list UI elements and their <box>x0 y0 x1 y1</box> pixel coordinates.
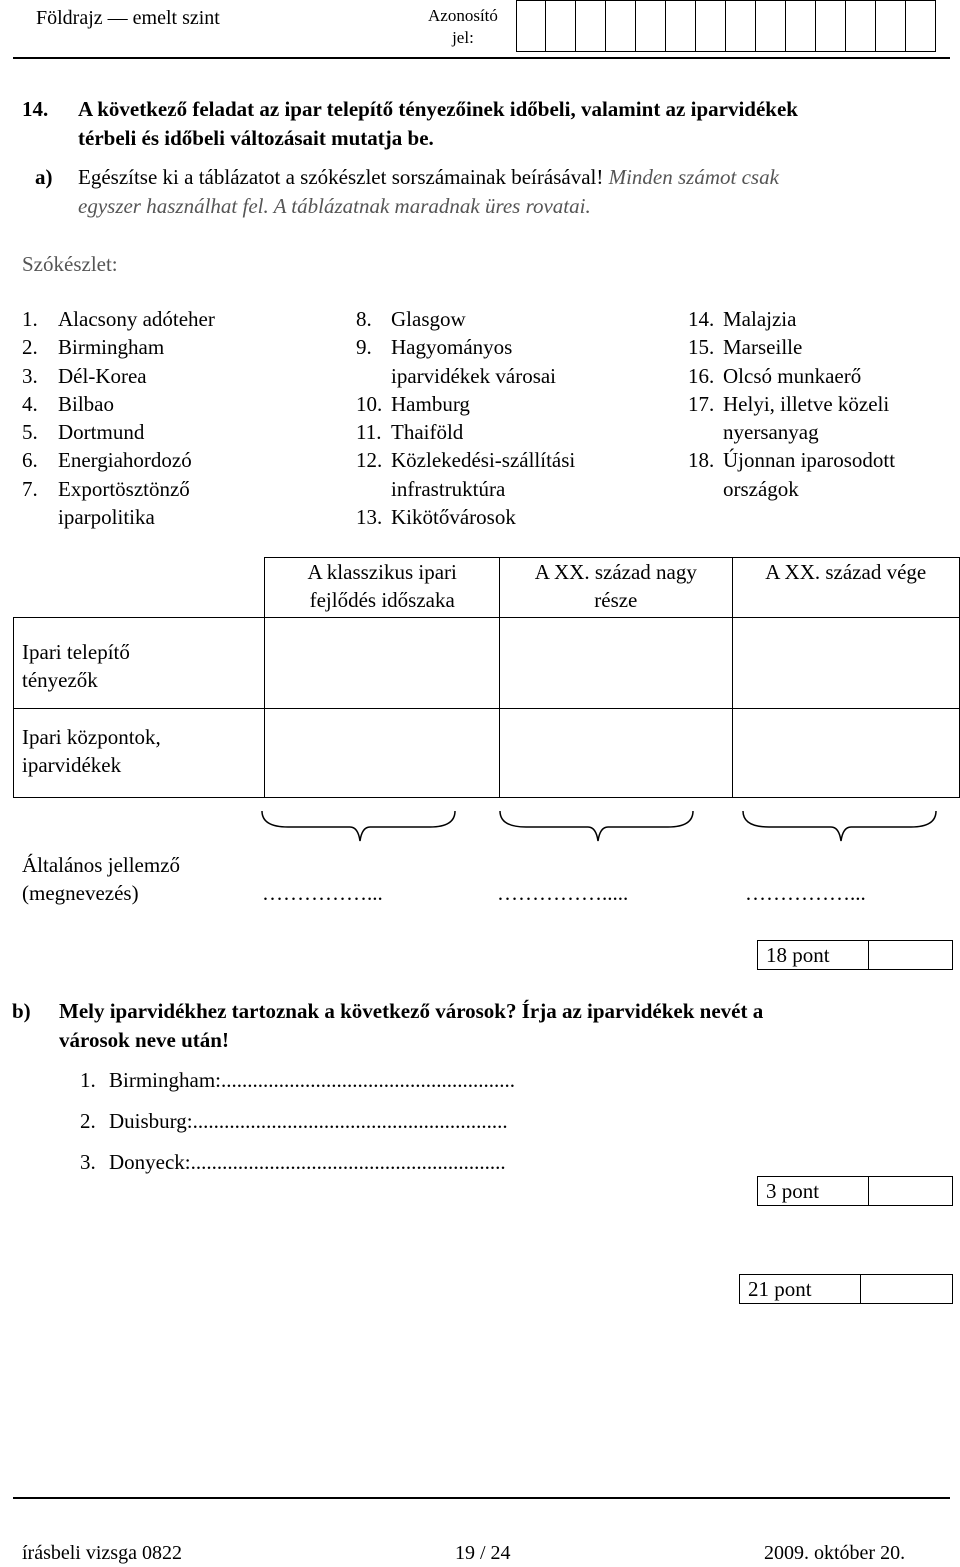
wordbank-item <box>688 446 895 503</box>
part-b-question-line2: városok neve után! <box>59 1028 229 1052</box>
wordbank-item-text-line1: Birmingham <box>58 335 165 360</box>
footer-rule <box>13 1497 950 1499</box>
wordbank-item-num: 5. <box>22 420 38 445</box>
general-answer-3[interactable]: ……………... <box>745 881 866 905</box>
wordbank-item-text-line2: nyersanyag <box>723 420 819 445</box>
part-a-instruction-text: Egészítse ki a táblázatot a szókészlet sorszámainak beírásával! <box>78 165 604 189</box>
id-code-boxes[interactable] <box>516 0 936 52</box>
id-box[interactable] <box>546 0 576 52</box>
wordbank-item-text <box>391 446 575 503</box>
wordbank-item <box>22 305 215 333</box>
wordbank-item-text-line1: Közlekedési-szállítási <box>391 448 576 473</box>
col-header-line1: A XX. század nagy <box>534 560 697 584</box>
row-header-line1: Ipari központok, <box>22 725 161 749</box>
wordbank-item-text-line1: Malajzia <box>723 307 797 331</box>
part-b-label: b) <box>12 999 31 1023</box>
task-number: 14. <box>22 97 49 121</box>
wordbank-item-num: 9. <box>356 335 372 360</box>
wordbank-item-num: 10. <box>356 391 383 416</box>
score-box-total <box>739 1274 953 1304</box>
row-header-factors <box>14 618 265 709</box>
wordbank-item-text-line1: Glasgow <box>391 307 466 331</box>
answer-cell[interactable] <box>265 709 500 798</box>
wordbank-item-text-line1: Kikötővárosok <box>391 505 516 530</box>
answer-cell[interactable] <box>732 709 959 798</box>
wordbank-item-text-line1: Alacsony adóteher <box>58 307 215 331</box>
header-subject: Földrajz — emelt szint <box>36 7 220 29</box>
wordbank-item <box>688 390 895 447</box>
wordbank-item-text-line1: Marseille <box>723 335 803 360</box>
wordbank-item <box>22 475 215 532</box>
city-num: 1. <box>80 1068 96 1092</box>
wordbank-item-num: 4. <box>22 391 38 416</box>
city-answer[interactable]: ............................................................ <box>192 1109 508 1133</box>
score-total-input[interactable] <box>860 1275 952 1303</box>
score-a-label: 18 pont <box>766 943 830 967</box>
footer-page: 19 / 24 <box>455 1542 511 1564</box>
row-header-centers <box>14 709 265 798</box>
wordbank-item-num: 7. <box>22 476 38 501</box>
part-a-instruction <box>78 165 779 190</box>
wordbank-item-text <box>391 503 516 531</box>
wordbank-item-text-line2: országok <box>723 476 799 501</box>
general-answer-1[interactable]: ……………... <box>262 881 383 905</box>
wordbank-item <box>22 390 215 418</box>
answer-cell[interactable] <box>265 618 500 709</box>
wordbank-item-num: 6. <box>22 448 38 473</box>
score-b-input[interactable] <box>868 1177 952 1205</box>
col-header-20th-mostly <box>500 558 732 618</box>
id-box[interactable] <box>696 0 726 52</box>
brace-1 <box>262 811 455 841</box>
wordbank-item-num: 16. <box>688 363 715 388</box>
wordbank-item-text <box>391 333 556 390</box>
wordbank-col1 <box>22 305 215 531</box>
id-box[interactable] <box>756 0 786 52</box>
wordbank-item-text-line1: Újonnan iparosodott <box>723 448 896 473</box>
score-box-a <box>757 940 953 970</box>
col-header-line2: része <box>594 588 638 612</box>
wordbank-item <box>688 362 895 390</box>
id-box[interactable] <box>846 0 876 52</box>
city-name: Birmingham: <box>109 1068 221 1092</box>
city-item-2 <box>80 1109 508 1134</box>
wordbank-item-text-line2: iparvidékek városai <box>391 363 557 388</box>
footer-date: 2009. október 20. <box>764 1542 906 1564</box>
wordbank-item <box>22 362 215 390</box>
id-box[interactable] <box>786 0 816 52</box>
id-box[interactable] <box>816 0 846 52</box>
wordbank-item <box>22 446 215 474</box>
id-box[interactable] <box>516 0 546 52</box>
wordbank-item-text <box>391 390 470 418</box>
wordbank-item-num: 12. <box>356 448 383 473</box>
col-header-classic <box>265 558 500 618</box>
city-name: Donyeck: <box>109 1150 191 1174</box>
answer-cell[interactable] <box>500 709 732 798</box>
score-total-label: 21 pont <box>748 1277 812 1301</box>
industry-table <box>13 557 960 798</box>
city-num: 2. <box>80 1109 96 1133</box>
part-b-question-line1: Mely iparvidékhez tartoznak a következő városok? Írja az iparvidékek nevét a <box>59 999 764 1023</box>
wordbank-item-text-line1: Olcsó munkaerő <box>723 363 862 388</box>
score-b-label: 3 pont <box>766 1179 820 1203</box>
wordbank-item-text <box>58 446 192 474</box>
city-num: 3. <box>80 1150 96 1174</box>
general-label-line1: Általános jellemző <box>22 853 181 877</box>
col-header-20th-end <box>732 558 959 618</box>
score-box-b <box>757 1176 953 1206</box>
wordbank-item <box>356 418 575 446</box>
wordbank-item <box>356 503 575 531</box>
wordbank-item-text <box>723 333 802 361</box>
wordbank-item-num: 3. <box>22 363 38 388</box>
wordbank-item-text <box>58 362 147 390</box>
wordbank-item-text <box>391 418 463 446</box>
brace-3 <box>743 811 936 841</box>
wordbank-item-num: 2. <box>22 335 38 360</box>
wordbank-item-num: 17. <box>688 391 715 416</box>
table-corner <box>14 558 265 618</box>
brace-2 <box>500 811 693 841</box>
city-item-3 <box>80 1150 506 1175</box>
wordbank-item-text <box>723 390 889 447</box>
col-header-line2: fejlődés időszaka <box>309 588 455 612</box>
wordbank-item-text-line2: iparpolitika <box>58 505 155 530</box>
wordbank-item-text <box>723 446 895 503</box>
col-header-line1: A klasszikus ipari <box>307 560 457 584</box>
wordbank-item-text <box>58 390 114 418</box>
wordbank-item-text <box>58 475 190 532</box>
wordbank-item-text-line1: Energiahordozó <box>58 448 192 473</box>
wordbank-item-text-line2: infrastruktúra <box>391 476 506 501</box>
wordbank-item <box>356 333 575 390</box>
city-answer[interactable]: ........................................................ <box>221 1068 515 1092</box>
id-box[interactable] <box>876 0 906 52</box>
header-id-label-line1: Azonosító <box>428 6 498 25</box>
general-answer-2[interactable]: ……………..... <box>497 881 629 905</box>
wordbank-item <box>688 305 895 333</box>
col-header-line1: A XX. század vége <box>765 560 927 584</box>
part-a-label: a) <box>35 165 53 189</box>
wordbank-item-text-line1: Hamburg <box>391 391 470 416</box>
score-a-input[interactable] <box>868 941 952 969</box>
general-label-line2: (megnevezés) <box>22 881 139 905</box>
wordbank-item-text-line1: Exportösztönző <box>58 476 190 501</box>
row-header-line2: tényezők <box>22 668 98 692</box>
wordbank-col2 <box>356 305 575 531</box>
task-title-line1: A következő feladat az ipar telepítő tényezőinek időbeli, valamint az iparvidékek <box>78 97 798 121</box>
wordbank-col3 <box>688 305 895 503</box>
wordbank-item <box>22 333 215 361</box>
id-box[interactable] <box>906 0 936 52</box>
wordbank-item-text <box>58 333 164 361</box>
wordbank-item <box>22 418 215 446</box>
id-box[interactable] <box>606 0 636 52</box>
part-a-instruction-note: Minden számot csak <box>608 165 779 189</box>
wordbank-item-text-line1: Bilbao <box>58 391 114 416</box>
header-rule <box>13 57 950 59</box>
wordbank-item-num: 18. <box>688 448 715 473</box>
curly-braces <box>0 805 960 845</box>
header-id-label-line2: jel: <box>452 28 474 47</box>
footer-left: írásbeli vizsga 0822 <box>22 1542 182 1564</box>
wordbank-label: Szókészlet: <box>22 252 118 276</box>
city-item-1 <box>80 1068 515 1093</box>
wordbank-item-text-line1: Thaiföld <box>391 420 464 445</box>
wordbank-item-text <box>58 305 215 333</box>
wordbank-item-text <box>723 362 861 390</box>
city-answer[interactable]: ............................................................ <box>190 1150 506 1174</box>
id-box[interactable] <box>666 0 696 52</box>
wordbank-item-num: 14. <box>688 307 715 331</box>
wordbank-item-num: 15. <box>688 335 715 360</box>
wordbank-item-text <box>723 305 796 333</box>
wordbank-item-text <box>58 418 144 446</box>
wordbank-item-num: 13. <box>356 505 383 530</box>
wordbank-item <box>356 390 575 418</box>
wordbank-item-text-line1: Hagyományos <box>391 335 513 360</box>
part-a-instruction-note-line2: egyszer használhat fel. A táblázatnak maradnak üres rovatai. <box>78 194 591 218</box>
wordbank-item-num: 8. <box>356 307 372 331</box>
wordbank-item-num: 11. <box>356 420 382 445</box>
wordbank-item <box>356 446 575 503</box>
wordbank-item-text-line1: Dél-Korea <box>58 363 147 388</box>
wordbank-item-text <box>391 305 466 333</box>
wordbank-item <box>356 305 575 333</box>
wordbank-item <box>688 333 895 361</box>
id-box[interactable] <box>726 0 756 52</box>
wordbank-item-text-line1: Helyi, illetve közeli <box>723 391 890 416</box>
header-id-label <box>428 5 498 49</box>
answer-cell[interactable] <box>732 618 959 709</box>
row-header-line2: iparvidékek <box>22 753 122 777</box>
task-title-line2: térbeli és időbeli változásait mutatja be. <box>78 126 434 150</box>
wordbank-item-num: 1. <box>22 307 38 331</box>
wordbank-item-text-line1: Dortmund <box>58 420 145 445</box>
answer-cell[interactable] <box>500 618 732 709</box>
id-box[interactable] <box>636 0 666 52</box>
city-name: Duisburg: <box>109 1109 193 1133</box>
row-header-line1: Ipari telepítő <box>22 640 130 664</box>
id-box[interactable] <box>576 0 606 52</box>
